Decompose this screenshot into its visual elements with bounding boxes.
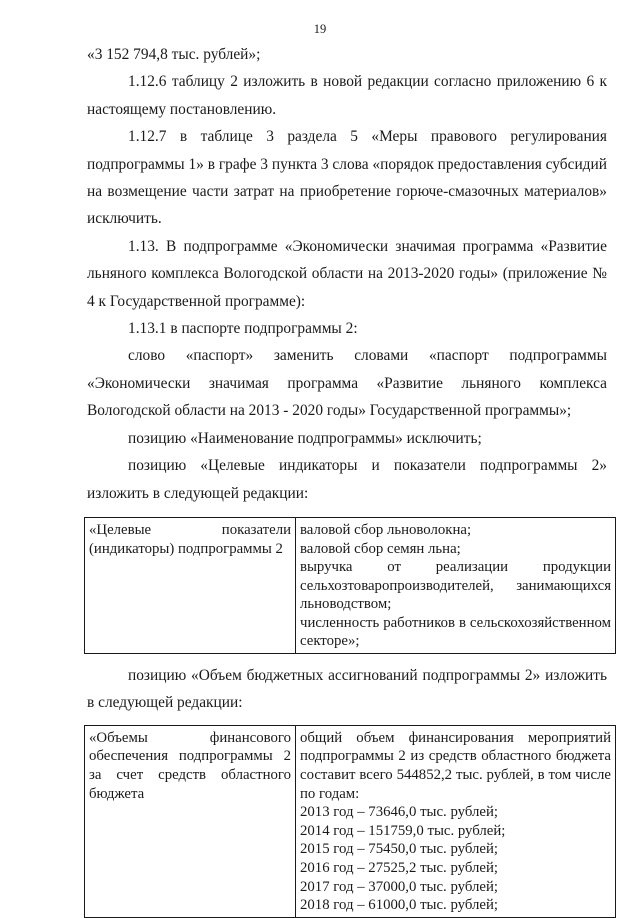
budget-table-left-cell <box>85 725 296 917</box>
paragraph-1-13-1: 1.13.1 в паспорте подпрограммы 2: <box>128 320 358 338</box>
table-row <box>85 517 616 653</box>
targets-table-left-cell <box>85 517 296 653</box>
budget-label: «Объемы финансового обеспечения подпрограммы 2 за счет средств областного бюджета <box>89 729 291 802</box>
list-item: 2016 год – 27525,2 тыс. рублей; <box>300 860 499 877</box>
targets-table-right-cell <box>296 517 616 653</box>
list-item: общий объем финансирования мероприятий подпрограммы 2 из средств областного бюджета составит всего 544852,2 тыс. рублей, в том числе по годам: <box>300 729 611 802</box>
list-item: 2018 год – 61000,0 тыс. рублей; <box>300 897 499 914</box>
list-item: 2013 год – 73646,0 тыс. рублей; <box>300 804 499 821</box>
paragraph-exclude-position: позицию «Наименование подпрограммы» исключить; <box>128 429 482 447</box>
paragraph-1-12-6: 1.12.6 таблицу 2 изложить в новой редакции согласно приложению 6 к настоящему постановлению. <box>87 73 607 118</box>
paragraph-amount: «3 152 794,8 тыс. рублей»; <box>87 46 261 63</box>
list-item: 2014 год – 151759,0 тыс. рублей; <box>300 822 506 839</box>
paragraph-budget-intro: позицию «Объем бюджетных ассигнований подпрограммы 2» изложить в следующей редакции: <box>87 667 607 712</box>
page-number: 19 <box>313 22 327 36</box>
list-item: 2015 год – 75450,0 тыс. рублей; <box>300 841 499 858</box>
list-item: численность работников в сельскохозяйственном секторе»; <box>300 614 611 650</box>
list-item: выручка от реализации продукции сельхозтоваропроизводителей, занимающихся льноводством; <box>300 559 611 613</box>
list-item: валовой сбор льноволокна; <box>300 521 472 538</box>
targets-label: «Целевые показатели (индикаторы) подпрограммы 2 <box>89 521 291 557</box>
list-item: 2017 год – 37000,0 тыс. рублей; <box>300 878 499 895</box>
document-body <box>87 41 611 918</box>
budget-table <box>84 725 616 918</box>
table-row <box>85 725 616 917</box>
paragraph-1-13: 1.13. В подпрограмме «Экономически значимая программа «Развитие льняного комплекса Вологодской области на 2013-2020 годы» (приложение № 4 к Государственной программе): <box>87 237 607 310</box>
paragraph-targets-intro: позицию «Целевые индикаторы и показатели подпрограммы 2» изложить в следующей редакции: <box>87 457 607 502</box>
list-item: валовой сбор семян льна; <box>300 540 461 557</box>
paragraph-1-12-7: 1.12.7 в таблице 3 раздела 5 «Меры правового регулирования подпрограммы 1» в графе 3 пункта 3 слова «порядок предоставления субсидий на возмещение части затрат на приобретение горюче-смазочных материалов» исключить. <box>87 128 607 228</box>
targets-table <box>84 517 616 654</box>
paragraph-replace-word: слово «паспорт» заменить словами «паспорт подпрограммы «Экономически значимая программа «Развитие льняного комплекса Вологодской области на 2013 - 2020 годы» Государственной программы»; <box>87 347 607 420</box>
budget-table-right-cell <box>296 725 616 917</box>
